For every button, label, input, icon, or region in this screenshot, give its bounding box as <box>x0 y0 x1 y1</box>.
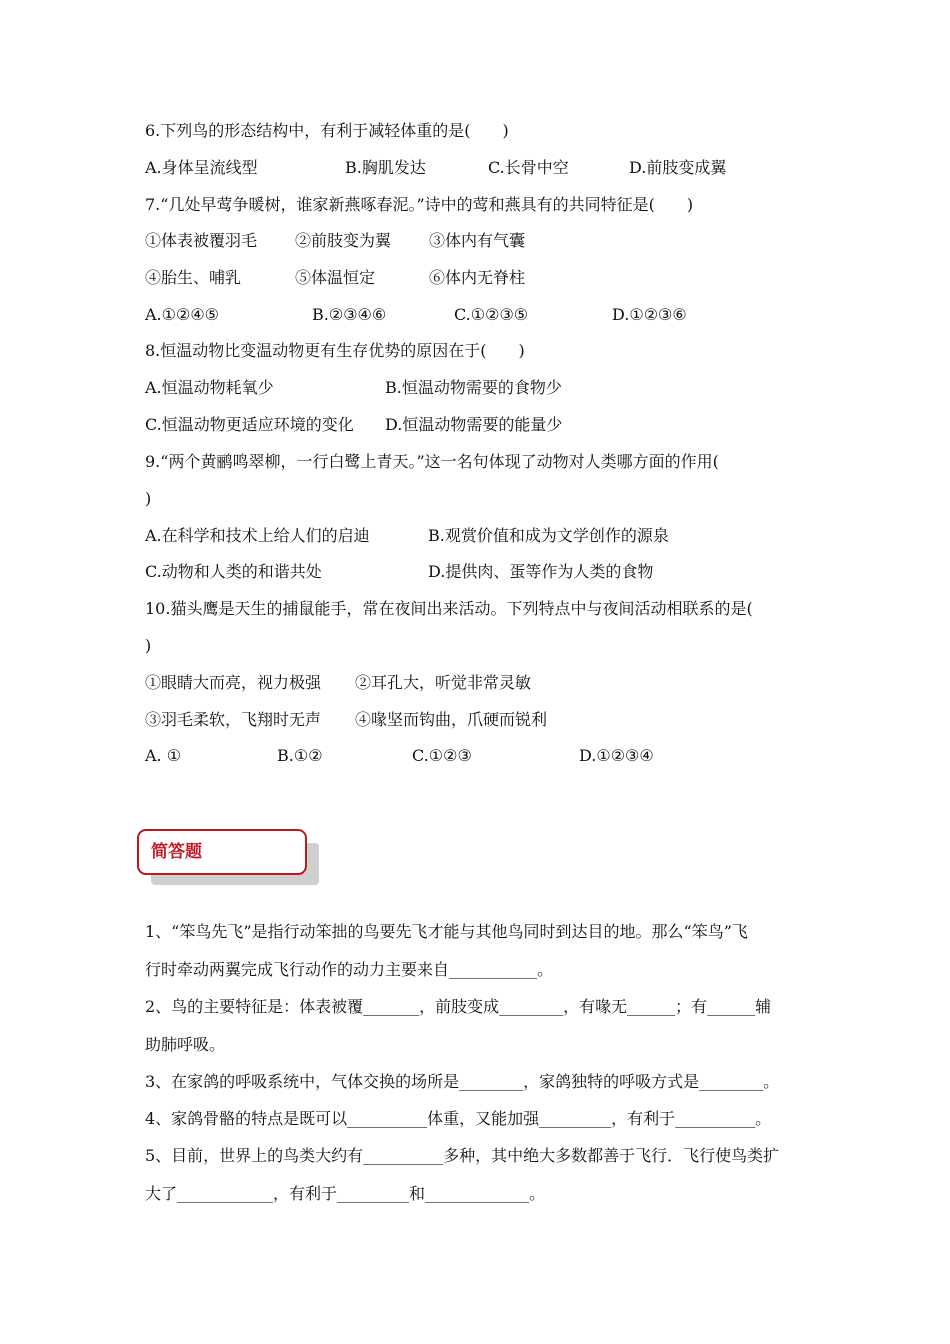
question-10-stem: 10.猫头鹰是天生的捕鼠能手，常在夜间出来活动。下列特点中与夜间活动相联系的是( <box>145 599 753 618</box>
q7-option-a: A.①②④⑤ <box>145 305 220 324</box>
q10-option-c: C.①②③ <box>412 746 472 765</box>
sa-question-5-cont: 大了____________，有利于_________和_____________。 <box>145 1184 546 1203</box>
sa-question-3: 3、在家鸽的呼吸系统中，气体交换的场所是________，家鸽独特的呼吸方式是________。 <box>145 1072 780 1091</box>
q10-item-3: ③羽毛柔软，飞翔时无声 <box>145 710 322 729</box>
q6-option-d: D.前肢变成翼 <box>629 158 727 177</box>
q9-option-c: C.动物和人类的和谐共处 <box>145 562 322 581</box>
q9-option-b: B.观赏价值和成为文学创作的源泉 <box>428 526 669 545</box>
q8-option-c: C.恒温动物更适应环境的变化 <box>145 415 354 434</box>
question-6-stem: 6.下列鸟的形态结构中，有利于减轻体重的是( ) <box>145 121 509 140</box>
section-title: 简答题 <box>151 842 202 862</box>
q8-option-a: A.恒温动物耗氧少 <box>145 378 274 397</box>
q6-option-a: A.身体呈流线型 <box>145 158 258 177</box>
q10-item-2: ②耳孔大，听觉非常灵敏 <box>355 673 532 692</box>
q9-option-d: D.提供肉、蛋等作为人类的食物 <box>428 562 654 581</box>
question-10-stem-cont: ) <box>145 636 152 655</box>
section-header-box <box>137 829 307 875</box>
q10-item-4: ④喙坚而钩曲，爪硬而锐利 <box>355 710 548 729</box>
q6-option-b: B.胸肌发达 <box>345 158 426 177</box>
section-header-short-answer <box>137 829 321 887</box>
question-8-stem: 8.恒温动物比变温动物更有生存优势的原因在于( ) <box>145 341 525 360</box>
question-9-stem: 9.“两个黄鹂鸣翠柳，一行白鹭上青天。”这一名句体现了动物对人类哪方面的作用( <box>145 452 719 471</box>
q6-option-c: C.长骨中空 <box>488 158 569 177</box>
q7-item-4: ④胎生、哺乳 <box>145 268 242 287</box>
q10-option-a: A. ① <box>145 746 182 765</box>
q10-option-b: B.①② <box>277 746 323 765</box>
q7-item-3: ③体内有气囊 <box>429 231 526 250</box>
sa-question-1-cont: 行时牵动两翼完成飞行动作的动力主要来自___________。 <box>145 960 554 979</box>
q7-option-d: D.①②③⑥ <box>612 305 687 324</box>
q7-item-5: ⑤体温恒定 <box>295 268 376 287</box>
sa-question-2: 2、鸟的主要特征是：体表被覆_______，前肢变成________，有喙无______；有______辅 <box>145 997 772 1016</box>
question-7-stem: 7.“几处早莺争暖树，谁家新燕啄春泥。”诗中的莺和燕具有的共同特征是( ) <box>145 195 694 214</box>
q10-option-d: D.①②③④ <box>579 746 654 765</box>
q7-item-1: ①体表被覆羽毛 <box>145 231 258 250</box>
q9-option-a: A.在科学和技术上给人们的启迪 <box>145 526 370 545</box>
q7-item-2: ②前肢变为翼 <box>295 231 392 250</box>
sa-question-4: 4、家鸽骨骼的特点是既可以__________体重，又能加强_________，有利于__________。 <box>145 1109 772 1128</box>
question-9-stem-cont: ) <box>145 489 152 508</box>
q8-option-b: B.恒温动物需要的食物少 <box>385 378 562 397</box>
sa-question-5: 5、目前，世界上的鸟类大约有__________多种，其中绝大多数都善于飞行．飞行使鸟类扩 <box>145 1146 780 1165</box>
sa-question-2-cont: 助肺呼吸。 <box>145 1035 226 1054</box>
q7-item-6: ⑥体内无脊柱 <box>429 268 526 287</box>
sa-question-1: 1、“笨鸟先飞”是指行动笨拙的鸟要先飞才能与其他鸟同时到达目的地。那么“笨鸟”飞 <box>145 922 748 941</box>
q7-option-c: C.①②③⑤ <box>454 305 529 324</box>
q8-option-d: D.恒温动物需要的能量少 <box>385 415 563 434</box>
q10-item-1: ①眼睛大而亮，视力极强 <box>145 673 322 692</box>
q7-option-b: B.②③④⑥ <box>312 305 387 324</box>
